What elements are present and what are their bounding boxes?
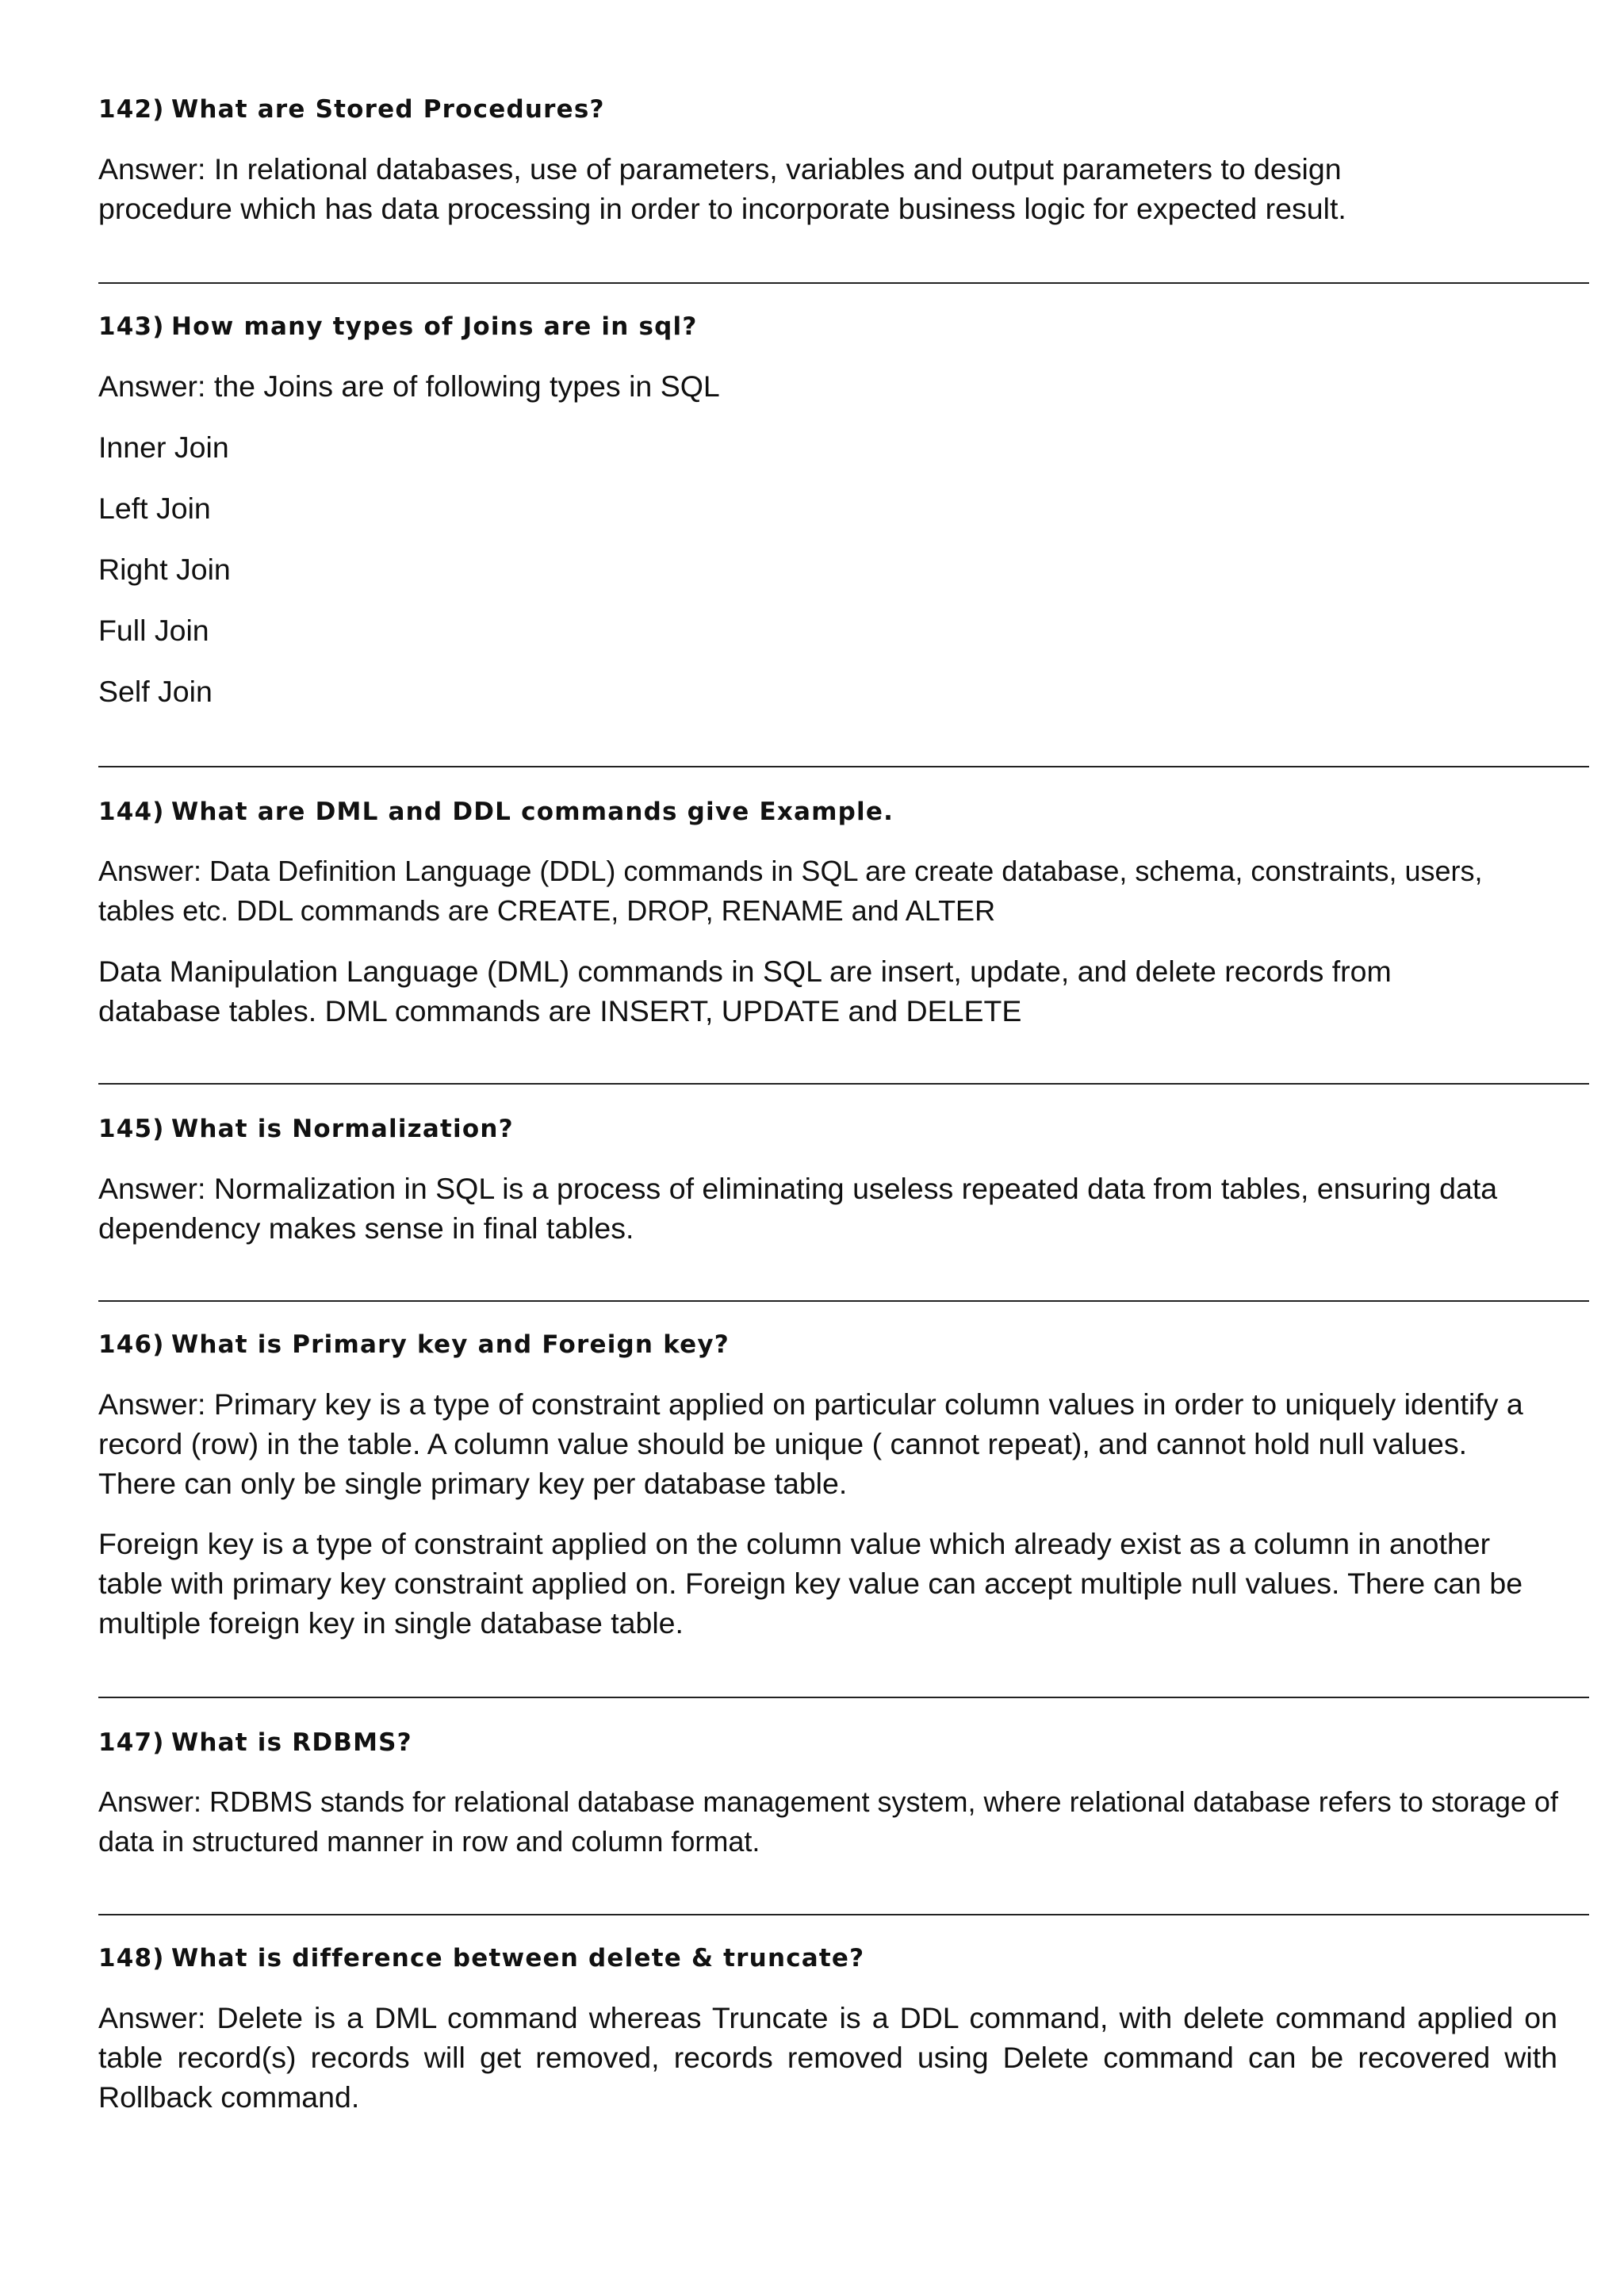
qa-section-147 [98, 1727, 1589, 1862]
question-text: What is difference between delete & truncate? [171, 1944, 865, 1973]
section-divider [98, 766, 1589, 767]
question-heading [98, 1329, 1589, 1360]
answer-paragraph: Answer: Delete is a DML command whereas Truncate is a DDL command, with delete command applied on table record(s) records will get removed, records removed using Delete command can be recovered with Rollback command. [98, 2001, 1557, 2114]
question-heading [98, 1113, 1589, 1145]
answer-paragraph: Answer: Primary key is a type of constraint applied on particular column values in order to uniquely identify a record (row) in the table. A column value should be unique ( cannot repeat), and cannot hold null values. There can only be single primary key per database table. [98, 1387, 1523, 1500]
join-type-item: Full Join [98, 614, 209, 647]
question-number: 147) [98, 1728, 165, 1757]
qa-section-145 [98, 1113, 1589, 1248]
join-type-item: Right Join [98, 553, 231, 586]
question-text: What are DML and DDL commands give Example. [171, 798, 894, 826]
answer-paragraph: Answer: In relational databases, use of parameters, variables and output parameters to design procedure which has data processing in order to incorporate business logic for expected result. [98, 152, 1346, 225]
section-divider [98, 1083, 1589, 1085]
question-text: How many types of Joins are in sql? [171, 312, 698, 341]
question-number: 145) [98, 1115, 165, 1143]
question-number: 144) [98, 798, 165, 826]
join-type-item: Self Join [98, 675, 213, 708]
qa-section-142 [98, 94, 1589, 228]
section-divider [98, 1914, 1589, 1915]
question-text: What is Primary key and Foreign key? [171, 1330, 730, 1359]
question-text: What are Stored Procedures? [171, 95, 605, 124]
question-heading [98, 94, 1589, 125]
answer-paragraph: Answer: Normalization in SQL is a process of eliminating useless repeated data from tables, ensuring data dependency makes sense in final tables. [98, 1172, 1498, 1245]
section-divider [98, 1300, 1589, 1302]
question-number: 142) [98, 95, 165, 124]
qa-section-144 [98, 796, 1589, 1031]
question-text: What is RDBMS? [171, 1728, 412, 1757]
question-number: 143) [98, 312, 165, 341]
qa-section-148 [98, 1942, 1589, 2117]
answer-paragraph: Foreign key is a type of constraint applied on the column value which already exist as a column in another table with primary key constraint applied on. Foreign key value can accept multiple null values. There can be multiple foreign key in single database table. [98, 1527, 1523, 1640]
qa-section-146 [98, 1329, 1589, 1643]
question-number: 148) [98, 1944, 165, 1973]
question-number: 146) [98, 1330, 165, 1359]
question-text: What is Normalization? [171, 1115, 514, 1143]
question-heading [98, 311, 1589, 342]
answer-paragraph: Data Manipulation Language (DML) commands in SQL are insert, update, and delete records from database tables. DML commands are INSERT, UPDATE and DELETE [98, 955, 1392, 1027]
section-divider [98, 282, 1589, 284]
join-type-item: Left Join [98, 492, 211, 525]
qa-section-143 [98, 311, 1589, 711]
join-type-item: Inner Join [98, 430, 229, 464]
answer-paragraph: Answer: RDBMS stands for relational database management system, where relational database refers to storage of data in structured manner in row and column format. [98, 1785, 1558, 1858]
question-heading [98, 796, 1589, 828]
question-heading [98, 1942, 1589, 1974]
section-divider [98, 1697, 1589, 1698]
answer-paragraph: Answer: Data Definition Language (DDL) commands in SQL are create database, schema, constraints, users, tables etc. DDL commands are CREATE, DROP, RENAME and ALTER [98, 855, 1483, 927]
question-heading [98, 1727, 1589, 1758]
answer-paragraph: Answer: the Joins are of following types in SQL [98, 369, 720, 403]
